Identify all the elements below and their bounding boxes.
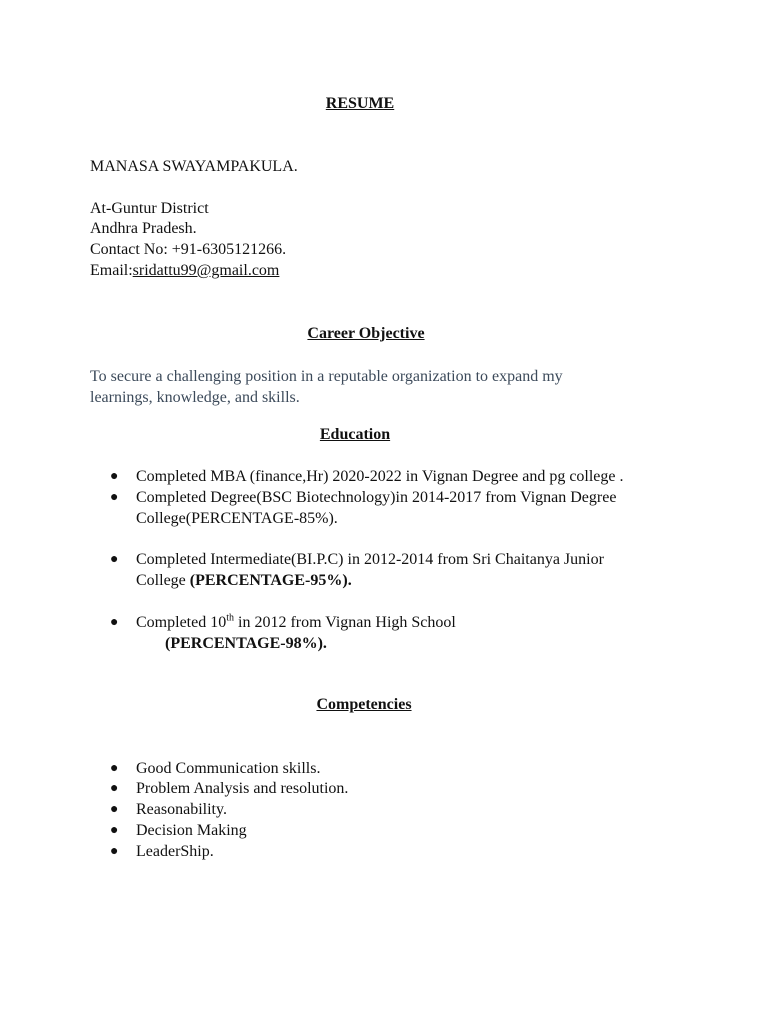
competency-text: LeaderShip. [136,843,214,860]
bullet-icon: ● [110,615,119,630]
resume-heading: RESUME [325,95,395,112]
competency-text: Decision Making [136,822,247,839]
education-item-prefix: Completed 10 [136,614,227,631]
competencies-heading: Competencies [316,696,412,713]
education-item-percentage: (PERCENTAGE-98%). [165,635,327,652]
bullet-icon: ● [110,761,119,776]
education-item-suffix: in 2012 from Vignan High School [234,614,456,631]
bullet-icon: ● [110,552,119,567]
education-item-percentage: (PERCENTAGE-95%). [189,572,352,589]
career-objective-heading: Career Objective [307,325,425,342]
competency-text: Problem Analysis and resolution. [136,780,349,797]
bullet-icon: ● [110,781,119,796]
competency-text: Reasonability. [136,801,227,818]
education-item-line [136,612,696,633]
email-label: Email: [90,262,133,279]
education-item-text [136,549,696,591]
education-item-prefix: College [136,572,190,589]
education-item-text [136,487,696,529]
education-item-line: Completed MBA (finance,Hr) 2020-2022 in Vignan Degree and pg college . [136,468,624,485]
address-line-2: Andhra Pradesh. [90,220,197,237]
email-row [90,261,279,281]
bullet-icon: ● [110,490,119,505]
bullet-icon: ● [110,823,119,838]
education-item-line [136,570,696,591]
education-heading: Education [319,426,391,443]
competency-text: Good Communication skills. [136,760,321,777]
contact-number: Contact No: +91-6305121266. [90,241,287,258]
bullet-icon: ● [110,802,119,817]
career-objective-line-1: To secure a challenging position in a reputable organization to expand my [90,368,563,385]
bullet-icon: ● [110,844,119,859]
education-item-line: College(PERCENTAGE-85%). [136,510,338,527]
education-item-text [136,466,696,487]
education-item-text [136,612,696,654]
education-item-line: Completed Degree(BSC Biotechnology)in 2014-2017 from Vignan Degree [136,489,617,506]
ordinal-suffix: th [226,612,234,624]
education-item-line: Completed Intermediate(BI.P.C) in 2012-2014 from Sri Chaitanya Junior [136,551,604,568]
candidate-name: MANASA SWAYAMPAKULA. [90,158,298,175]
bullet-icon: ● [110,469,119,484]
email-link[interactable]: sridattu99@gmail.com [132,262,280,279]
career-objective-line-2: learnings, knowledge, and skills. [90,389,300,406]
address-line-1: At-Guntur District [90,200,209,217]
career-objective-text [90,366,650,408]
